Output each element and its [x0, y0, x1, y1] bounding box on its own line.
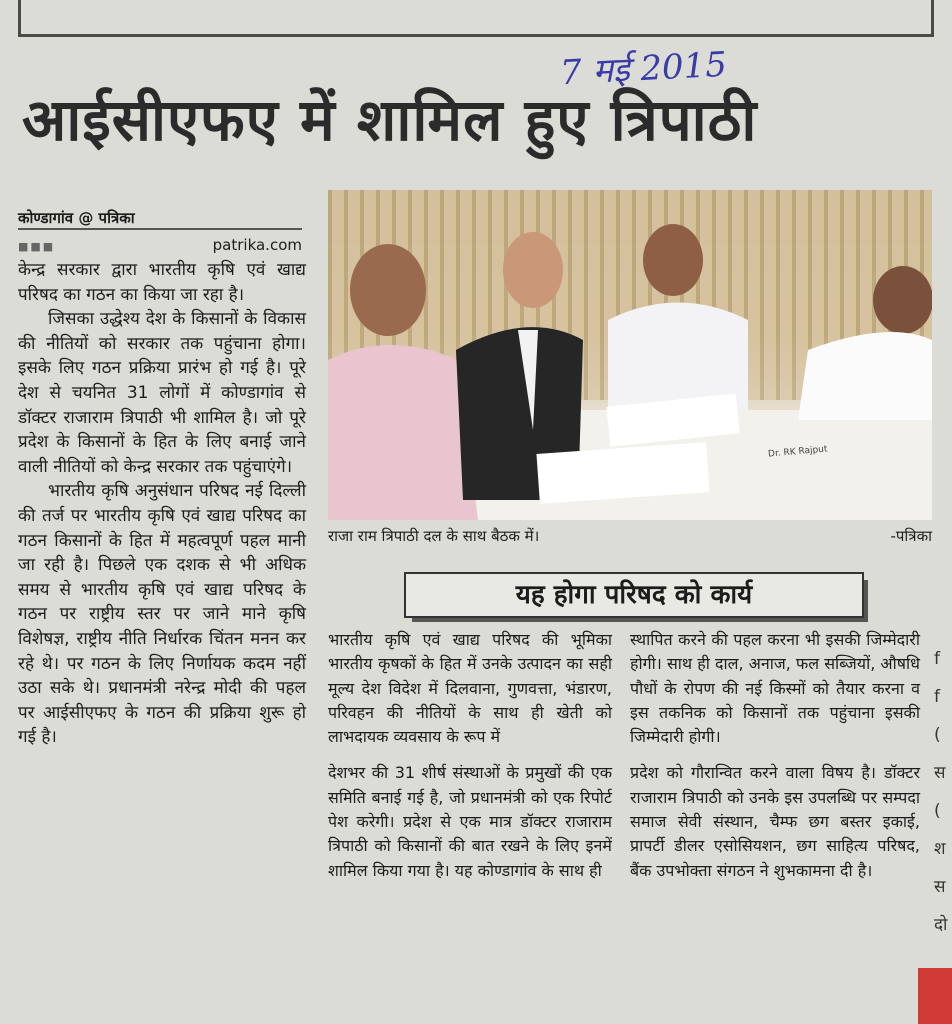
- left-column: [18, 258, 306, 750]
- photo-people-illustration: [328, 190, 932, 520]
- red-corner-mark: [918, 968, 952, 1024]
- source-site: patrika.com: [212, 236, 302, 254]
- box-title: यह होगा परिषद को कार्य: [404, 572, 864, 618]
- photo-caption: राजा राम त्रिपाठी दल के साथ बैठक में।: [328, 527, 540, 545]
- fragment: (: [934, 725, 941, 745]
- fragment: दो: [934, 915, 948, 935]
- middle-paragraph: देशभर की 31 शीर्ष संस्थाओं के प्रमुखों की एक समिति बनाई गई है, जो प्रधानमंत्री को एक रिपोर्ट पेश करेगी। प्रदेश से एक मात्र डॉक्टर राजाराम त्रिपाठी को किसानों की बात रखने के लिए इनमें शामिल किया गया है। यह कोण्डागांव के साथ ही: [328, 763, 612, 880]
- photo-credit: -पत्रिका: [890, 527, 932, 545]
- fragment: श: [934, 839, 946, 859]
- middle-paragraph: भारतीय कृषि एवं खाद्य परिषद की भूमिका भारतीय कृषकों के हित में उनके उत्पादन का सही मूल्य देश विदेश में दिलवाना, गुणवत्ता, भंडारण, परिवहन की नीतियों के साथ ही खेती को लाभदायक व्यवसाय के रूप में: [328, 630, 612, 747]
- right-paragraph: प्रदेश को गौरान्वित करने वाला विषय है। डॉक्टर राजाराम त्रिपाठी को उनके इस उपलब्धि पर सम्पदा समाज सेवी संस्थान, चैम्फ छग बस्तर इकाई, प्रापर्टी डीलर एसोसियशन, छग साहित्य परिषद, बैंक उपभोक्ता संगठन ने शुभकामना दी है।: [630, 763, 920, 880]
- fragment: स: [934, 763, 946, 783]
- source-row: [18, 236, 302, 254]
- fragment: f: [934, 649, 940, 669]
- fragment: f: [934, 687, 940, 707]
- right-column: [630, 628, 920, 883]
- decorative-squares-icon: ■■■: [18, 240, 56, 253]
- meeting-photo: [328, 190, 932, 520]
- fragment: स: [934, 877, 946, 897]
- dateline-rule: [18, 228, 302, 230]
- nameplate-text: Dr. RK Rajput: [767, 444, 828, 460]
- left-paragraph: केन्द्र सरकार द्वारा भारतीय कृषि एवं खाद्य परिषद का गठन का किया जा रहा है।: [18, 260, 306, 305]
- adjacent-article-fragments: [934, 640, 952, 944]
- middle-column: [328, 628, 612, 883]
- right-paragraph: स्थापित करने की पहल करना भी इसकी जिम्मेदारी होगी। साथ ही दाल, अनाज, फल सब्जियों, औषधि पौधों के रोपण की नई किस्मों को तैयार करना व इस तकनिक को किसानों तक पहुंचाना इसकी जिम्मेदारी होगी।: [630, 630, 920, 747]
- headline: आईसीएफए में शामिल हुए त्रिपाठी: [22, 86, 758, 154]
- photo-caption-row: [328, 526, 932, 546]
- fragment: (: [934, 801, 941, 821]
- top-frame-border: [18, 0, 934, 37]
- left-paragraph: जिसका उद्धेश्य देश के किसानों के विकास की नीतियों को सरकार तक पहुंचाना होगा। इसके लिए गठन प्रक्रिया प्रारंभ हो गई है। पूरे देश से चयनित 31 लोगों में कोण्डागांव से डॉक्टर राजाराम त्रिपाठी भी शामिल है। जो पूरे प्रदेश के किसानों के हित के लिए बनाई जाने वाली नीतियों को केन्द्र सरकार तक पहुंचाएंगे।: [18, 309, 306, 477]
- left-paragraph: भारतीय कृषि अनुसंधान परिषद नई दिल्ली की तर्ज पर भारतीय कृषि एवं खाद्य परिषद का गठन किसानों के हित में महत्वपूर्ण पहल मानी जा रही है। पिछले एक दशक से भी अधिक समय से भारतीय कृषि एवं खाद्य परिषद के गठन पर राष्ट्रीय स्तर पर जाने माने कृषि विशेषज्ञ, राष्ट्रीय नीति निर्धारक चिंतन मनन कर रहे थे। पर गठन के लिए निर्णायक कदम नहीं उठा सके थे। प्रधानमंत्री नरेन्द्र मोदी की पहल पर आईसीएफए के गठन की प्रक्रिया शुरू हो गई है।: [18, 481, 306, 748]
- dateline: कोण्डागांव @ पत्रिका: [18, 209, 135, 227]
- handwritten-date: 7 मई 2015: [559, 44, 728, 94]
